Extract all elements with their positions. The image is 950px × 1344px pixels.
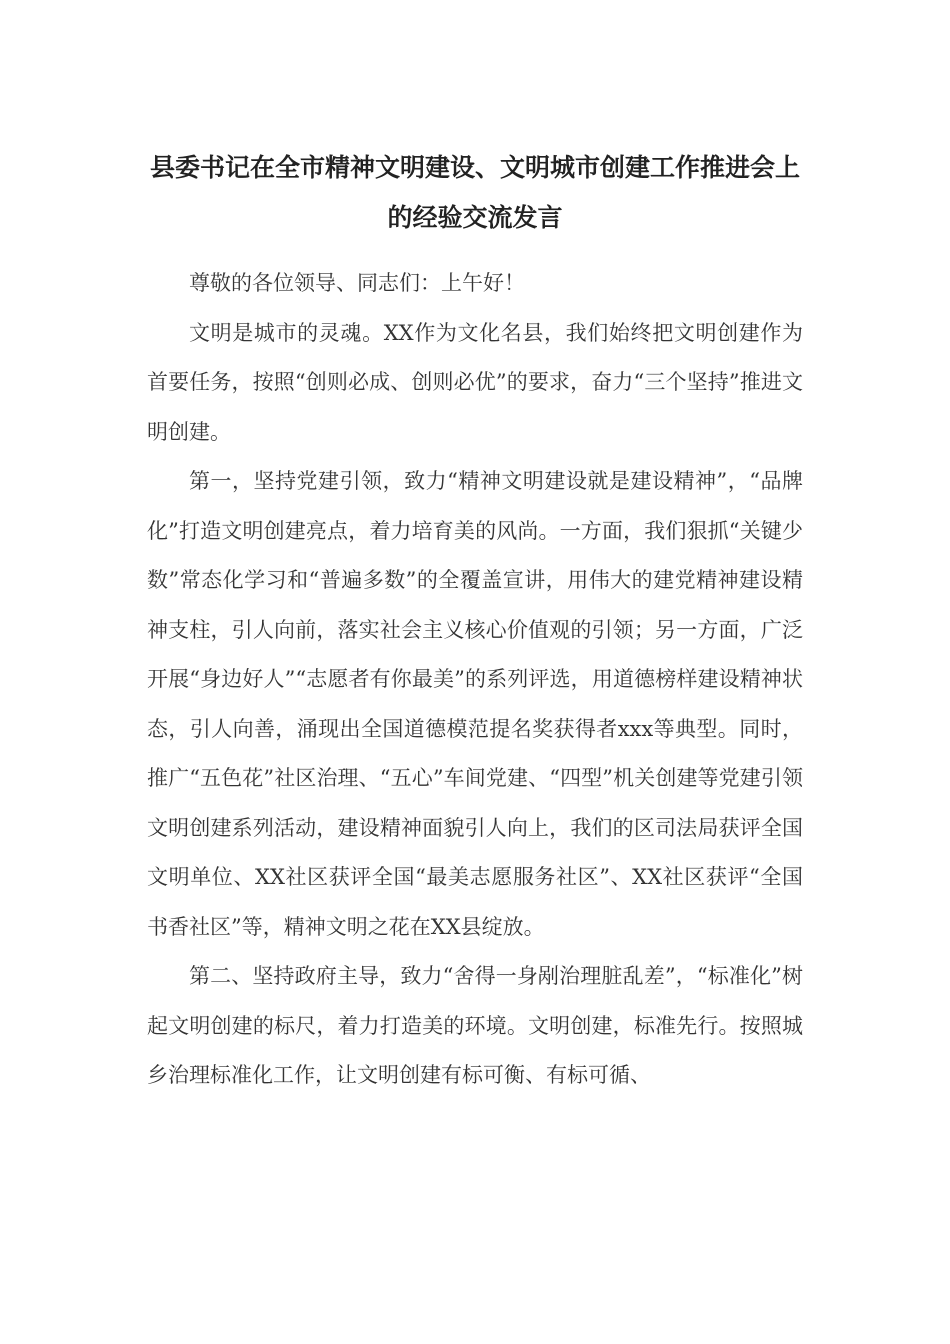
paragraph-greeting: 尊敬的各位领导、同志们：上午好！ (189, 271, 525, 295)
document-body (147, 259, 803, 1101)
paragraph-intro: 文明是城市的灵魂。XX作为文化名县，我们始终把文明创建作为首要任务，按照“创则必成、创则必优”的要求，奋力“三个坚持”推进文明创建。 (147, 320, 803, 444)
paragraph-second-point: 第二、坚持政府主导，致力“舍得一身剐治理脏乱差”，“标准化”树起文明创建的标尺，着力打造美的环境。文明创建，标准先行。按照城乡治理标准化工作，让文明创建有标可衡、有标可循、 (147, 964, 803, 1087)
paragraph-first-point: 第一，坚持党建引领，致力“精神文明建设就是建设精神”，“品牌化”打造文明创建亮点，着力培育美的风尚。一方面，我们狠抓“关键少数”常态化学习和“普遍多数”的全覆盖宣讲，用伟大的建党精神建设精神支柱，引人向前，落实社会主义核心价值观的引领；另一方面，广泛开展“身边好人”“志愿者有你最美”的系列评选，用道德榜样建设精神状态，引人向善，涌现出全国道德模范提名奖获得者xxx等典型。同时，推广“五色花”社区治理、“五心”车间党建、“四型”机关创建等党建引领文明创建系列活动，建设精神面貌引人向上，我们的区司法局获评全国文明单位、XX社区获评全国“最美志愿服务社区”、XX社区获评“全国书香社区”等，精神文明之花在XX县绽放。 (147, 469, 803, 939)
document-title: 县委书记在全市精神文明建设、文明城市创建工作推进会上的经验交流发言 (149, 153, 800, 232)
